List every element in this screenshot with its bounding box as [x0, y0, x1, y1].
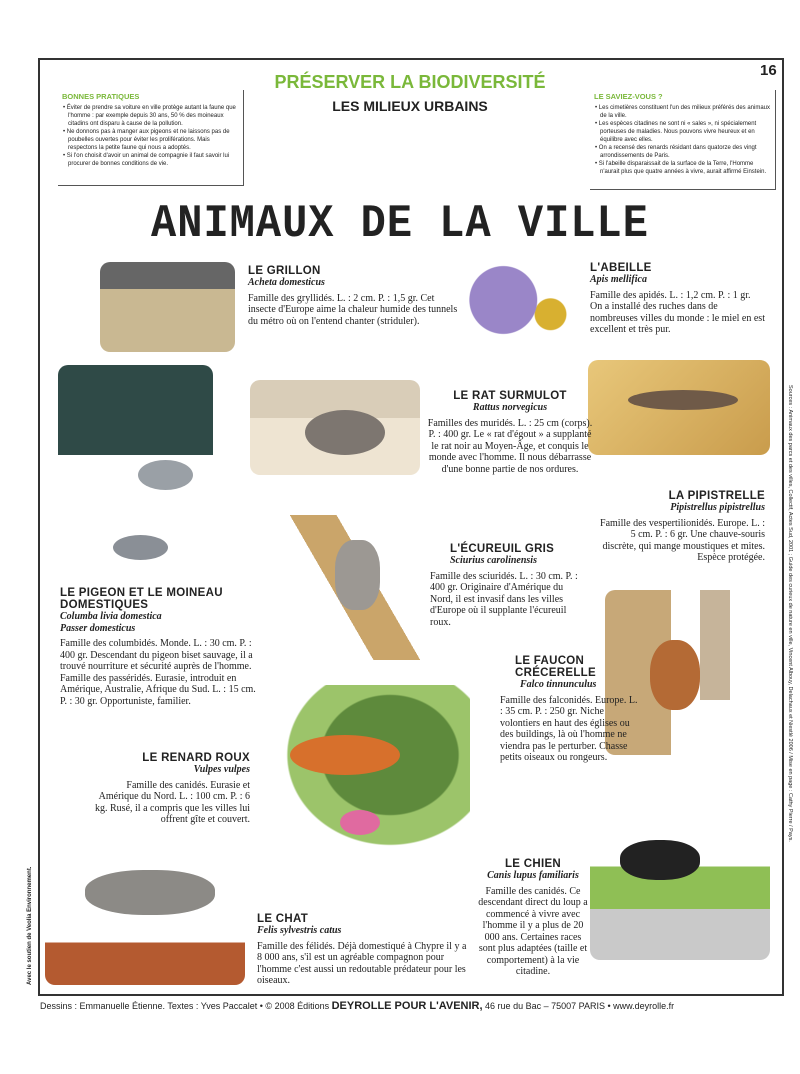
chat-block — [257, 913, 467, 987]
grillon-block — [248, 265, 458, 327]
animal-description: Famille des columbidés. Monde. L. : 30 cm. P. : 400 gr. Descendant du pigeon biset sauvage, il a trouvé nourriture et sécurité auprès de l'homme. Famille des passéridés. Eurasie, introduit en Amérique, Australie, Afrique du Sud. L. : 15 cm. P. : 30 gr. Opportuniste, familier. — [60, 638, 256, 707]
pigeon-block — [60, 587, 260, 707]
bee-illustration — [462, 262, 580, 357]
animal-name: LE CHAT — [257, 913, 309, 925]
list-item: • Les cimetières constituent l'un des milieux préférés des animaux de la ville. — [594, 104, 771, 120]
latin-name: Sciurius carolinensis — [450, 555, 537, 566]
list-item: • Ne donnons pas à manger aux pigeons et ne laissons pas de poubelles ouvertes pour éviter les proliférations. Mais respectons la petite faune qui nous a adoptés. — [62, 128, 239, 152]
publisher-address: 46 rue du Bac – 75007 PARIS • www.deyrolle.fr — [482, 1001, 675, 1011]
latin-name: Pipistrellus pipistrellus — [670, 502, 765, 513]
animal-name: LE CHIEN — [504, 858, 562, 870]
rat-block — [425, 390, 595, 475]
publisher-name: DEYROLLE POUR L'AVENIR, — [331, 1000, 483, 1012]
latin-name: Felis sylvestris catus — [257, 925, 342, 936]
list-item: • Si l'abeille disparaissait de la surface de la Terre, l'Homme n'aurait plus que quatre années à vivre, aurait affirmé Einstein. — [594, 160, 771, 176]
cricket-illustration — [100, 262, 235, 352]
animal-name: L'ÉCUREUIL GRIS — [450, 543, 555, 555]
box-title: LE SAVIEZ-VOUS ? — [594, 92, 663, 101]
latin-name: Vulpes vulpes — [193, 764, 250, 775]
kicker: PRÉSERVER LA BIODIVERSITÉ — [274, 72, 546, 92]
animal-name: LA PIPISTRELLE — [668, 490, 765, 502]
animal-description: Famille des falconidés. Europe. L. : 35 cm. P. : 250 gr. Niche volontiers en haut des églises ou des buildings, là où l'homme ne viendra pas le perturber. Chasse petits oiseaux ou rongeurs. — [500, 694, 638, 763]
pigeon-bench-illustration — [58, 365, 213, 565]
bonnes-pratiques-box — [58, 90, 244, 186]
footer-credits — [40, 1000, 790, 1012]
list-item: • Éviter de prendre sa voiture en ville protège autant la faune que l'homme : par exemple depuis 30 ans, 50 % des moineaux citadins ont disparu à cause de la pollution. — [62, 104, 239, 128]
animal-description: Famille des sciuridés. L. : 30 cm. P. : 400 gr. Originaire d'Amérique du Nord, il est invasif dans les villes d'Europe où il supplante l'écureuil roux. — [430, 570, 578, 628]
list-item: • On a recensé des renards résidant dans quatorze des vingt arrondissements de Paris. — [594, 144, 771, 160]
animal-name: LE FAUCON CRÉCERELLE — [515, 655, 596, 679]
animal-name: L'ABEILLE — [590, 262, 652, 274]
animal-description: Famille des apidés. L. : 1,2 cm. P. : 1 gr. On a installé des ruches dans de nombreuses villes du monde : le miel en est excellent et très pur. — [590, 289, 765, 335]
bat-illustration — [588, 360, 770, 455]
latin-name: Canis lupus familiaris — [487, 870, 579, 881]
subtitle: LES MILIEUX URBAINS — [332, 98, 488, 114]
chien-block — [478, 858, 588, 978]
abeille-block — [590, 262, 765, 336]
animal-description: Famille des canidés. Eurasie et Amérique du Nord. L. : 100 cm. P. : 6 kg. Rusé, il a compris que les villes lui offrent gîte et couvert. — [95, 779, 250, 825]
dog-illustration — [590, 790, 770, 960]
rat-illustration — [250, 380, 420, 475]
animal-description: Famille des gryllidés. L. : 2 cm. P. : 1,5 gr. Cet insecte d'Europe aime la chaleur humide des tunnels du métro où on l'entend chanter (striduler). — [248, 292, 458, 327]
saviez-vous-box — [590, 90, 776, 190]
animal-name: LE GRILLON — [248, 265, 321, 277]
latin-name: Apis mellifica — [590, 274, 647, 285]
latin-name: Passer domesticus — [60, 622, 136, 634]
animal-description: Famille des vespertilionidés. Europe. L. : 5 cm. P. : 6 gr. Une chauve-souris discrète, qui mange moustiques et mites. Espèce protégée. — [600, 517, 765, 563]
animal-name: LE RENARD ROUX — [142, 752, 250, 764]
sponsor-note: Avec le soutien de Veolia Environnement. — [27, 866, 33, 985]
list-item: • Les espèces citadines ne sont ni « sales », ni spécialement porteuses de maladies. Nous pouvons vivre heureux et en équilibre avec elles. — [594, 120, 771, 144]
credits-text: Dessins : Emmanuelle Étienne. Textes : Yves Paccalet • © 2008 Éditions — [40, 1001, 332, 1011]
animal-name: LE RAT SURMULOT — [453, 390, 567, 402]
renard-block — [90, 752, 250, 826]
box-title: BONNES PRATIQUES — [62, 92, 140, 101]
list-item: • Si l'on choisit d'avoir un animal de compagnie il faut savoir lui procurer de bonnes conditions de vie. — [62, 152, 239, 168]
latin-name: Falco tinnunculus — [520, 679, 597, 690]
animal-description: Familles des muridés. L. : 25 cm (corps). P. : 400 gr. Le « rat d'égout » a supplanté le rat noir au Moyen-Âge, et conquis le monde avec l'homme. Il nous débarrasse d'une bonne partie de nos ordures. — [427, 417, 593, 475]
fox-illustration — [270, 685, 470, 860]
main-title: ANIMAUX DE LA VILLE — [151, 197, 649, 251]
latin-name: Columba livia domestica — [60, 611, 162, 622]
animal-description: Famille des félidés. Déjà domestiqué à Chypre il y a 8 000 ans, s'il est un agréable compagnon pour l'homme c'est aussi un redoutable prédateur pour les oiseaux. — [257, 940, 467, 986]
latin-name: Acheta domesticus — [248, 277, 325, 288]
faucon-block — [500, 655, 640, 764]
cat-illustration — [45, 815, 245, 985]
pipistrelle-block — [600, 490, 765, 564]
sources-note: Sources : Animaux des parcs et des villes, Collectif, Actes Sud, 2001 ; Guide des curieux de nature en ville, Vincent Albouy, Delachaux et Niestlé 2006 / Mise en page : Cathy Pierre / Pays. — [787, 385, 793, 842]
ecureuil-block — [430, 543, 580, 628]
animal-name: LE PIGEON ET LE MOINEAU DOMESTIQUES — [60, 587, 223, 611]
squirrel-illustration — [280, 515, 430, 660]
animal-description: Famille des canidés. Ce descendant direct du loup a commencé à vivre avec l'homme il y a plus de 20 000 ans. Certaines races sont plus adaptées (taille et comportement) à la vie citadine. — [478, 885, 588, 977]
latin-name: Rattus norvegicus — [472, 402, 548, 413]
page-number: 16 — [760, 62, 777, 79]
